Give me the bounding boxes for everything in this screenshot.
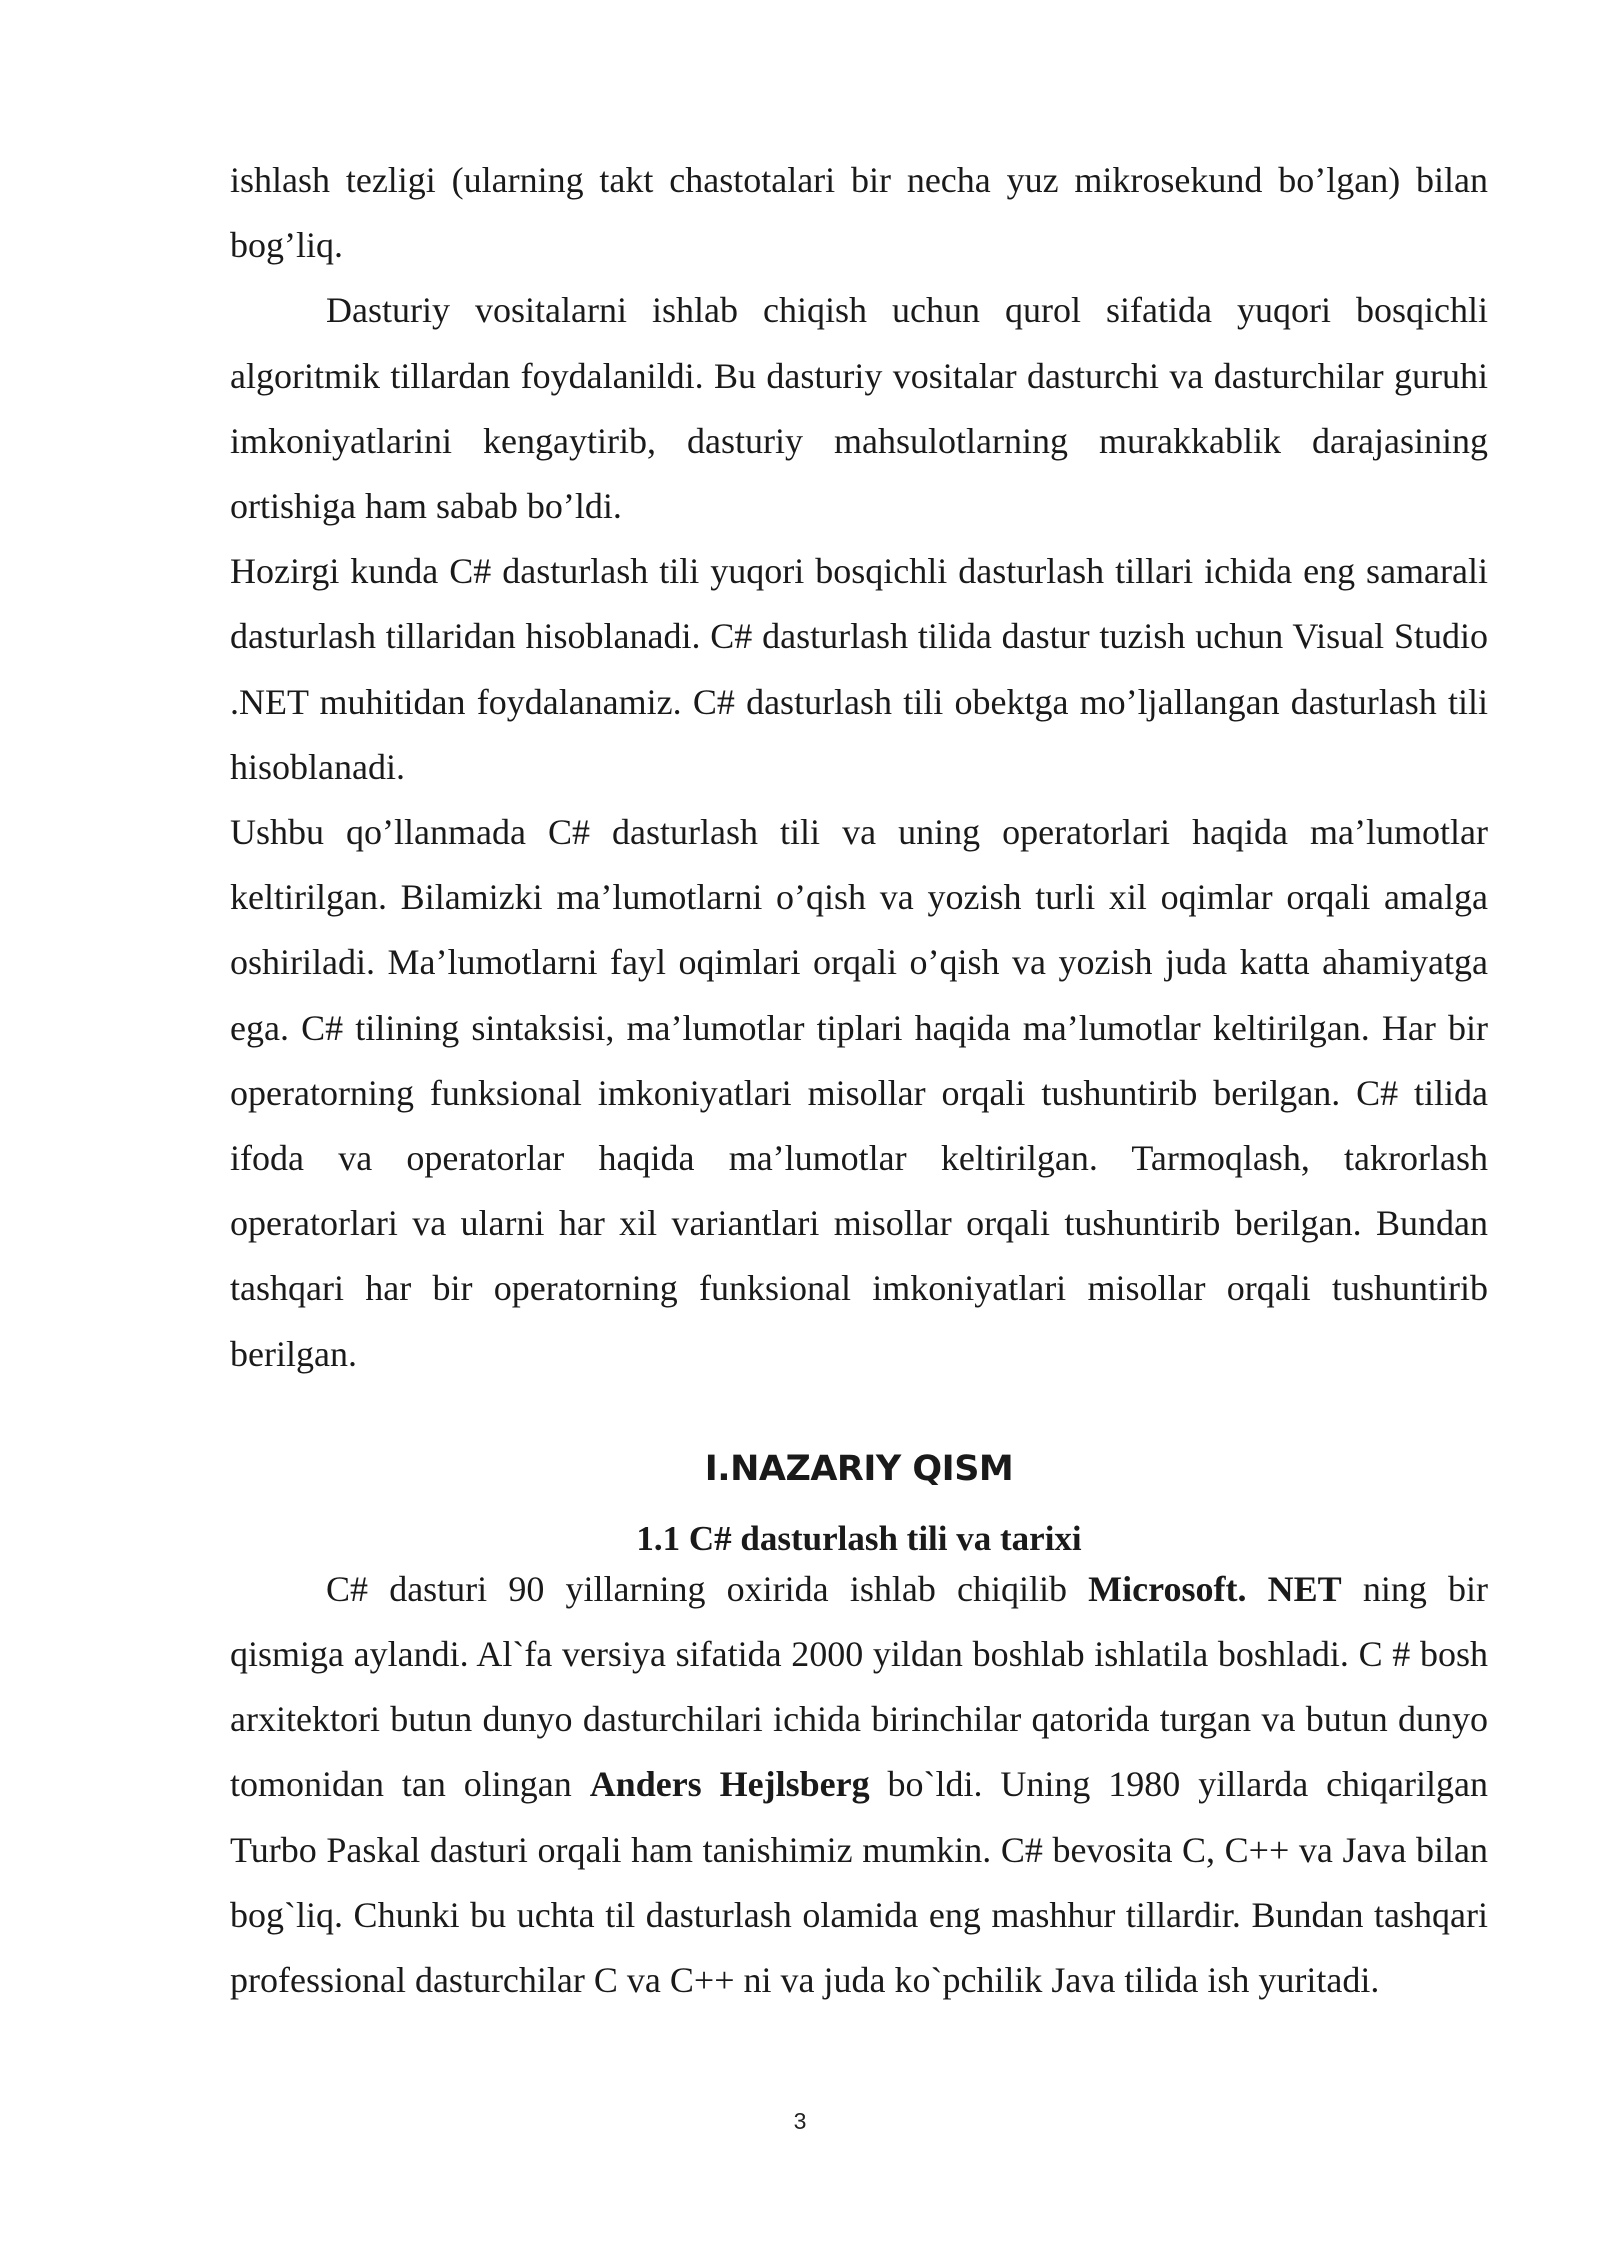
page-body bbox=[230, 148, 1488, 2013]
history-text-2: ning bir qismiga aylandi. Al`fa versiya sifatida 2000 yildan boshlab ishlatila boshladi. C # bosh arxitektori butun dunyo dasturchilari ichida birinchilar qatorida turgan va butun dunyo tomonidan tan olingan bbox=[230, 1568, 1489, 1805]
paragraph-manual-overview: Ushbu qo’llanmada C# dasturlash tili va uning operatorlari haqida ma’lumotlar keltirilgan. Bilamizki ma’lumotlarni o’qish va yozish turli xil oqimlar orqali amalga oshiriladi. Ma’lumotlarni fayl oqimlari orqali o’qish va yozish juda katta ahamiyatga ega. C# tilining sintaksisi, ma’lumotlar tiplari haqida ma’lumotlar keltirilgan. Har bir operatorning funksional imkoniyatlari misollar orqali tushuntirib berilgan. C# tilida ifoda va operatorlar haqida ma’lumotlar keltirilgan. Tarmoqlash, takrorlash operatorlari va ularni har xil variantlari misollar orqali tushuntirib berilgan. Bundan tashqari har bir operatorning funksional imkoniyatlari misollar orqali tushuntirib berilgan. bbox=[230, 812, 1488, 1374]
paragraph-continuation: ishlash tezligi (ularning takt chastotalari bir necha yuz mikrosekund bo’lgan) bilan bog’liq. bbox=[230, 160, 1488, 266]
paragraph-history bbox=[230, 1557, 1488, 2013]
history-bold-anders-hejlsberg: Anders Hejlsberg bbox=[589, 1764, 870, 1805]
page-number: 3 bbox=[793, 2108, 807, 2134]
history-text-3: bo`ldi. Uning 1980 yillarda chiqarilgan Turbo Paskal dasturi orqali ham tanishimiz mumkin. C# bevosita C, C++ va Java bilan bog`liq. Chunki bu uchta til dasturlash olamida eng mashhur tillardir. Bundan tashqari professional dasturchilar C va C++ ni va juda ko`pchilik Java tilida ish yuritadi. bbox=[230, 1764, 1489, 2001]
paragraph-csharp-today: Hozirgi kunda C# dasturlash tili yuqori bosqichli dasturlash tillari ichida eng samarali dasturlash tillaridan hisoblanadi. C# dasturlash tilida dastur tuzish uchun Visual Studio .NET muhitidan foydalanamiz. C# dasturlash tili obektga mo’ljallangan dasturlash tili hisoblanadi. bbox=[230, 551, 1488, 787]
paragraph-tools: Dasturiy vositalarni ishlab chiqish uchun qurol sifatida yuqori bosqichli algoritmik tillardan foydalanildi. Bu dasturiy vositalar dasturchi va dasturchilar guruhi imkoniyatlarini kengaytirib, dasturiy mahsulotlarning murakkablik darajasining ortishiga ham sabab bo’ldi. bbox=[230, 290, 1488, 527]
section-title: I.NAZARIY QISM bbox=[704, 1448, 1014, 1489]
subsection-title: 1.1 C# dasturlash tili va tarixi bbox=[636, 1518, 1082, 1558]
history-text-1: C# dasturi 90 yillarning oxirida ishlab chiqilib bbox=[326, 1568, 1089, 1609]
history-bold-microsoft-net: Microsoft. NET bbox=[1088, 1568, 1342, 1609]
